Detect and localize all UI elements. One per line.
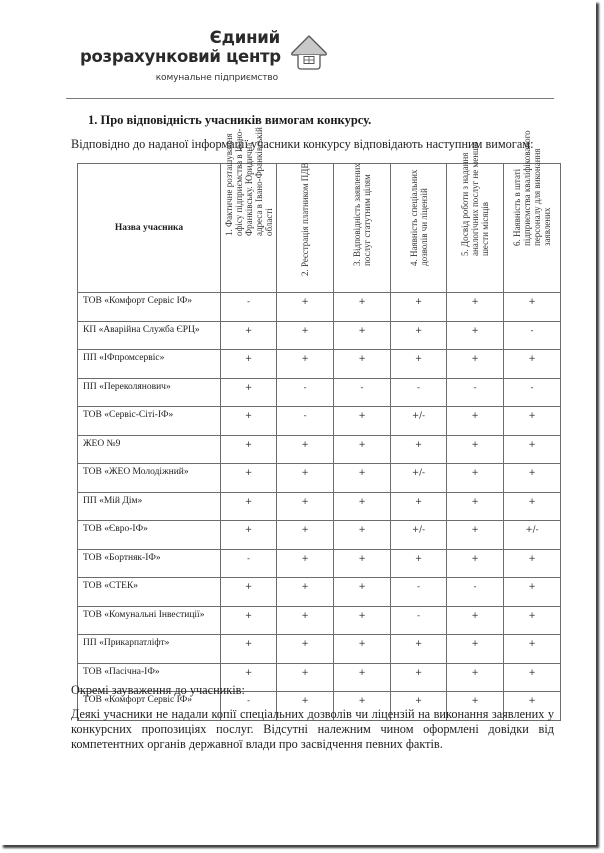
requirement-value: + — [277, 521, 334, 550]
requirement-value: + — [221, 350, 277, 379]
requirement-value: + — [391, 350, 447, 379]
participant-name: ТОВ «Комунальні Інвестиції» — [78, 606, 221, 635]
remarks-paragraph: Деякі учасники не надали копії спеціальних дозволів чи ліцензій на виконання заявлених у конкурсних пропозиціях послуг. Відсутні належним чином оформлені довідки від компетентних органів державної влади про засвідчення певних фактів. — [71, 707, 554, 751]
requirement-value: - — [334, 378, 391, 407]
requirement-value: + — [334, 350, 391, 379]
requirement-value: + — [334, 549, 391, 578]
participant-name: ТОВ «СТЕК» — [78, 578, 221, 607]
requirement-value: + — [447, 321, 504, 350]
requirement-value: + — [447, 350, 504, 379]
requirement-value: + — [334, 692, 391, 721]
requirement-value: + — [221, 663, 277, 692]
requirement-value: +/- — [504, 521, 561, 550]
requirement-value: + — [334, 407, 391, 436]
requirement-value: - — [221, 692, 277, 721]
requirement-value: + — [334, 435, 391, 464]
table-row — [78, 635, 561, 664]
requirement-value: + — [447, 521, 504, 550]
table-row — [78, 321, 561, 350]
requirement-value: + — [277, 464, 334, 493]
participant-name: ПП «Прикарпатліфт» — [78, 635, 221, 664]
header-divider — [66, 98, 554, 99]
requirement-value: + — [447, 435, 504, 464]
requirement-value: + — [504, 635, 561, 664]
table-row — [78, 293, 561, 322]
requirement-value: + — [504, 293, 561, 322]
table-row — [78, 492, 561, 521]
requirement-value: + — [504, 549, 561, 578]
requirement-value: + — [277, 549, 334, 578]
requirement-value: + — [447, 635, 504, 664]
table-row — [78, 606, 561, 635]
requirement-value: + — [277, 435, 334, 464]
requirement-value: + — [334, 578, 391, 607]
table-row — [78, 578, 561, 607]
requirement-value: + — [504, 407, 561, 436]
participant-name: ПП «ІФпромсервіс» — [78, 350, 221, 379]
requirement-value: + — [504, 606, 561, 635]
requirement-value: +/- — [391, 521, 447, 550]
requirement-value: + — [391, 663, 447, 692]
table-row — [78, 435, 561, 464]
table-row — [78, 521, 561, 550]
requirement-value: + — [334, 521, 391, 550]
participant-name: ТОВ «Комфорт Сервіс ІФ» — [78, 293, 221, 322]
requirement-value: + — [334, 635, 391, 664]
org-subtitle: комунальне підприємство — [155, 73, 278, 83]
requirement-value: + — [277, 293, 334, 322]
column-header-vat-registration: 2. Реєстрація платником ПДВ — [277, 164, 334, 293]
requirement-value: + — [391, 692, 447, 721]
requirement-value: + — [504, 692, 561, 721]
requirement-value: + — [221, 492, 277, 521]
requirement-value: + — [391, 549, 447, 578]
requirement-value: + — [277, 321, 334, 350]
requirement-value: - — [221, 293, 277, 322]
requirement-value: - — [504, 378, 561, 407]
requirement-value: - — [277, 378, 334, 407]
requirement-value: + — [391, 435, 447, 464]
requirement-value: + — [221, 521, 277, 550]
requirement-value: - — [504, 321, 561, 350]
requirement-value: + — [334, 293, 391, 322]
requirement-value: + — [277, 350, 334, 379]
requirement-value: + — [277, 663, 334, 692]
table-row — [78, 549, 561, 578]
org-name-line2: розрахунковий центр — [80, 47, 281, 66]
intro-paragraph: Відповідно до наданої інформації учасники конкурсу відповідають наступним вимогам: — [71, 137, 534, 151]
requirement-value: - — [447, 378, 504, 407]
participant-name: ТОВ «Комфорт Сервіс ІФ» — [78, 692, 221, 721]
requirement-value: + — [447, 407, 504, 436]
requirement-value: + — [277, 578, 334, 607]
requirement-value: +/- — [391, 407, 447, 436]
requirement-value: + — [391, 293, 447, 322]
participant-name: ПП «Переколянович» — [78, 378, 221, 407]
requirement-value: + — [391, 492, 447, 521]
requirement-value: + — [504, 578, 561, 607]
requirement-value: + — [277, 606, 334, 635]
participant-name: ТОВ «Сервіс-Сіті-ІФ» — [78, 407, 221, 436]
requirement-value: - — [391, 378, 447, 407]
requirement-value: + — [504, 492, 561, 521]
participant-name: ТОВ «Пасічна-ІФ» — [78, 663, 221, 692]
requirement-value: - — [221, 549, 277, 578]
requirement-value: + — [447, 606, 504, 635]
table-row — [78, 407, 561, 436]
requirement-value: + — [447, 549, 504, 578]
column-header-name: Назва учасника — [78, 164, 221, 293]
requirement-value: + — [221, 407, 277, 436]
requirement-value: + — [221, 464, 277, 493]
participant-name: ТОВ «Євро-ІФ» — [78, 521, 221, 550]
requirement-value: + — [277, 635, 334, 664]
requirement-value: + — [447, 293, 504, 322]
requirement-value: + — [221, 635, 277, 664]
column-header-experience: 5. Досвід роботи з надання аналогічних послуг не менше шести місяців — [447, 164, 504, 293]
requirement-value: + — [221, 321, 277, 350]
requirement-value: + — [504, 435, 561, 464]
requirement-value: + — [391, 321, 447, 350]
requirement-value: + — [277, 492, 334, 521]
requirement-value: + — [334, 492, 391, 521]
requirement-value: - — [277, 407, 334, 436]
requirement-value: + — [447, 492, 504, 521]
requirement-value: + — [221, 378, 277, 407]
requirement-value: + — [447, 464, 504, 493]
column-header-qualified-staff: 6. Наявність в штаті підприємства кваліфікованого персоналу для виконання заявлених — [504, 164, 561, 293]
house-icon — [289, 33, 329, 73]
requirement-value: + — [334, 464, 391, 493]
requirement-value: - — [447, 578, 504, 607]
column-header-statutory-goals: 3. Відповідність заявлених послуг статутним цілям — [334, 164, 391, 293]
participant-name: КП «Аварійна Служба ЄРЦ» — [78, 321, 221, 350]
section-title: 1. Про відповідність учасників вимогам конкурсу. — [88, 113, 372, 127]
requirement-value: + — [334, 663, 391, 692]
requirement-value: + — [504, 464, 561, 493]
requirement-value: + — [221, 606, 277, 635]
requirement-value: + — [504, 663, 561, 692]
requirement-value: + — [277, 692, 334, 721]
requirement-value: + — [221, 578, 277, 607]
org-name-line1: Єдиний — [209, 28, 280, 47]
table-header-row — [78, 164, 561, 293]
requirement-value: + — [447, 663, 504, 692]
table-row — [78, 350, 561, 379]
requirement-value: - — [391, 606, 447, 635]
participant-name: ЖЕО №9 — [78, 435, 221, 464]
requirement-value: + — [221, 435, 277, 464]
remarks-heading: Окремі зауваження до учасників: — [71, 683, 245, 697]
requirement-value: + — [391, 635, 447, 664]
requirement-value: + — [334, 606, 391, 635]
column-header-licenses: 4. Наявність спеціальних дозволів чи ліцензій — [391, 164, 447, 293]
participant-name: ПП «Мій Дім» — [78, 492, 221, 521]
requirement-value: + — [504, 350, 561, 379]
column-header-office-location: 1. Фактичне розташування офісу підприємства в Івано-Франківську. Юридична адреса в Івано-Франківській області — [221, 164, 277, 293]
letterhead — [80, 28, 280, 83]
participant-name: ТОВ «ЖЕО Молодіжний» — [78, 464, 221, 493]
requirement-value: + — [447, 692, 504, 721]
requirement-value: - — [391, 578, 447, 607]
table-row — [78, 378, 561, 407]
table-row — [78, 464, 561, 493]
participant-name: ТОВ «Бортняк-ІФ» — [78, 549, 221, 578]
requirement-value: +/- — [391, 464, 447, 493]
requirement-value: + — [334, 321, 391, 350]
